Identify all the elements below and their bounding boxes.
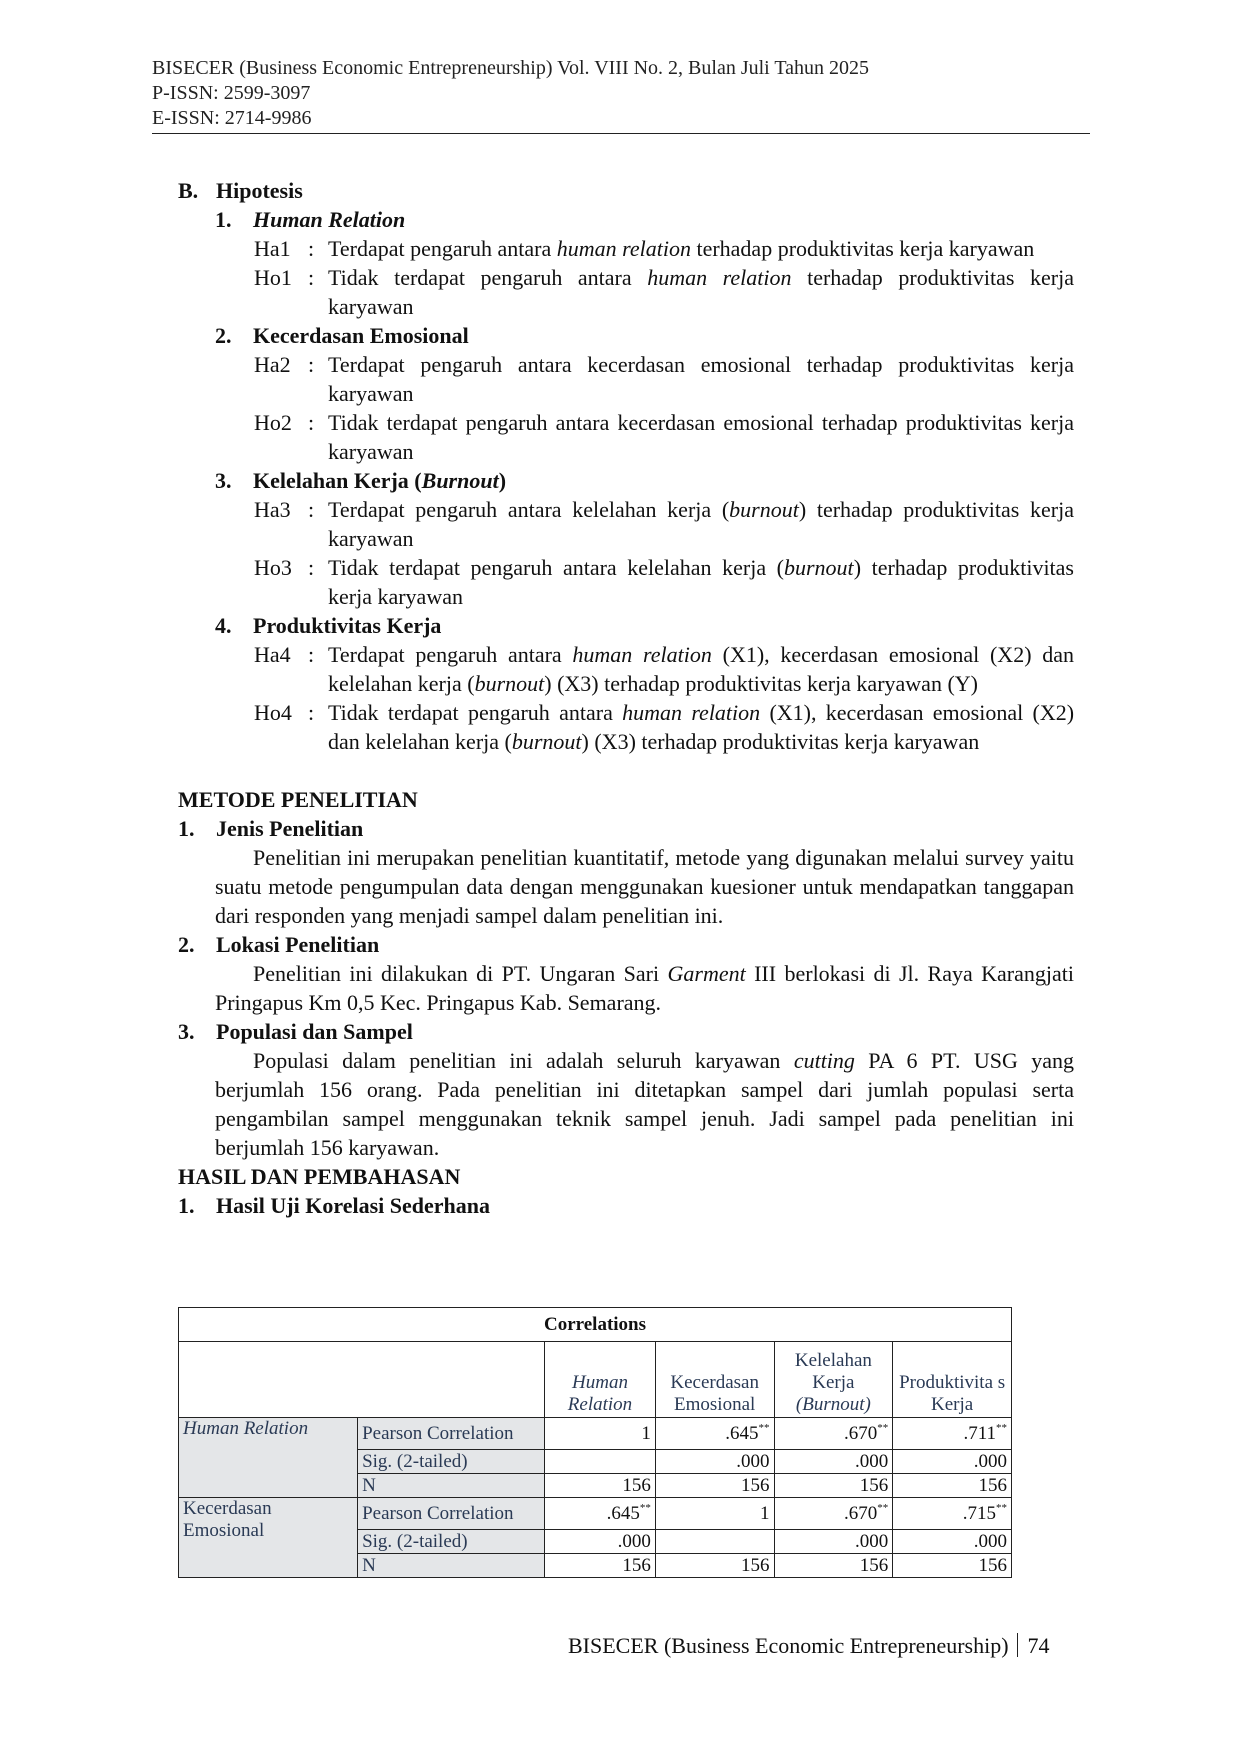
col-header-kecerdasan-emosional: Kecerdasan Emosional	[655, 1342, 774, 1418]
hypothesis-text: Terdapat pengaruh antara human relation (X1), kecerdasan emosional (X2) dan kelelahan kerja (burnout) (X3) terhadap produktivitas kerja karyawan (Y)	[328, 642, 1075, 696]
item-number: 3.	[215, 468, 232, 493]
hypothesis-ha4	[178, 640, 1074, 698]
item-title: Kecerdasan Emosional	[253, 323, 469, 348]
table-cell: 156	[655, 1554, 774, 1578]
table-row	[179, 1418, 1012, 1450]
item-number: 2.	[215, 323, 232, 348]
table-title: Correlations	[179, 1308, 1012, 1342]
hypothesis-ho4	[178, 698, 1074, 756]
colon: :	[308, 700, 315, 725]
table-cell: .000	[774, 1530, 893, 1554]
col-header-kelelahan-kerja: Kelelahan Kerja (Burnout)	[774, 1342, 893, 1418]
item-number: 3.	[178, 1019, 195, 1044]
item-title: Kelelahan Kerja (Burnout)	[253, 468, 507, 493]
hypothesis-text: Tidak terdapat pengaruh antara human relation terhadap produktivitas kerja karyawan	[328, 265, 1074, 319]
e-issn: E-ISSN: 2714-9986	[152, 107, 312, 129]
stat-label: Sig. (2-tailed)	[358, 1450, 545, 1474]
table-cell: 156	[545, 1554, 656, 1578]
main-content	[178, 176, 1074, 1220]
footer-divider	[1017, 1633, 1018, 1657]
table-cell: .715**	[893, 1498, 1012, 1530]
running-header	[152, 56, 1090, 134]
item-number: 1.	[215, 207, 232, 232]
item-title: Lokasi Penelitian	[216, 932, 380, 957]
section-hipotesis-heading	[178, 176, 1074, 205]
page-number: 74	[1027, 1633, 1050, 1658]
hypothesis-ha3	[178, 495, 1074, 553]
table-cell: .000	[893, 1530, 1012, 1554]
table-cell: .645**	[655, 1418, 774, 1450]
hipotesis-item-heading	[178, 321, 1074, 350]
item-title: Jenis Penelitian	[216, 816, 364, 841]
table-cell: 156	[893, 1554, 1012, 1578]
hasil-sub-heading	[178, 1191, 1074, 1220]
table-header-row	[179, 1342, 1012, 1418]
hypothesis-code: Ho1	[254, 265, 292, 290]
table-cell: 1	[545, 1418, 656, 1450]
journal-header-line: BISECER (Business Economic Entrepreneurship) Vol. VIII No. 2, Bulan Juli Tahun 2025	[152, 57, 870, 79]
metode-sub-heading	[178, 814, 1074, 843]
hypothesis-ho1	[178, 263, 1074, 321]
hypothesis-code: Ha4	[254, 642, 291, 667]
stat-label: Pearson Correlation	[358, 1418, 545, 1450]
table-cell	[655, 1530, 774, 1554]
item-number: 2.	[178, 932, 195, 957]
item-title: Produktivitas Kerja	[253, 613, 442, 638]
hypothesis-code: Ha3	[254, 497, 291, 522]
table-cell: .670**	[774, 1498, 893, 1530]
page-footer	[568, 1632, 1050, 1660]
table-cell: 156	[774, 1554, 893, 1578]
paragraph-lokasi: Penelitian ini dilakukan di PT. Ungaran Sari Garment III berlokasi di Jl. Raya Karangjati Pringapus Km 0,5 Kec. Pringapus Kab. Semarang.	[215, 961, 1074, 1015]
hypothesis-text: Tidak terdapat pengaruh antara kelelahan kerja (burnout) terhadap produktivitas kerja karyawan	[328, 555, 1074, 609]
col-header-human-relation: Human Relation	[545, 1342, 656, 1418]
hypothesis-ho3	[178, 553, 1074, 611]
colon: :	[308, 555, 315, 580]
hipotesis-item-heading	[178, 611, 1074, 640]
paragraph-jenis: Penelitian ini merupakan penelitian kuantitatif, metode yang digunakan melalui survey yaitu suatu metode pengumpulan data dengan menggunakan kuesioner untuk mendapatkan tanggapan dari responden yang menjadi sampel dalam penelitian ini.	[215, 845, 1074, 928]
hypothesis-text: Tidak terdapat pengaruh antara kecerdasan emosional terhadap produktivitas kerja karyawan	[328, 410, 1074, 464]
table-cell: .670**	[774, 1418, 893, 1450]
hypothesis-text: Terdapat pengaruh antara kelelahan kerja (burnout) terhadap produktivitas kerja karyawan	[328, 497, 1074, 551]
colon: :	[308, 265, 315, 290]
table-cell: 156	[545, 1474, 656, 1498]
hypothesis-code: Ha1	[254, 236, 291, 261]
hypothesis-ha1	[178, 234, 1074, 263]
table-cell: .711**	[893, 1418, 1012, 1450]
colon: :	[308, 352, 315, 377]
section-metode-heading: METODE PENELITIAN	[178, 787, 418, 812]
item-title: Populasi dan Sampel	[216, 1019, 413, 1044]
hypothesis-code: Ho2	[254, 410, 292, 435]
hypothesis-code: Ha2	[254, 352, 291, 377]
item-number: 4.	[215, 613, 232, 638]
hypothesis-text: Terdapat pengaruh antara human relation terhadap produktivitas kerja karyawan	[328, 236, 1035, 261]
section-label: B.	[178, 178, 199, 203]
colon: :	[308, 236, 315, 261]
hypothesis-text: Terdapat pengaruh antara kecerdasan emosional terhadap produktivitas kerja karyawan	[328, 352, 1074, 406]
footer-journal: BISECER (Business Economic Entrepreneurship)	[568, 1633, 1009, 1658]
colon: :	[308, 497, 315, 522]
item-number: 1.	[178, 816, 195, 841]
table-cell: 156	[655, 1474, 774, 1498]
correlations-table	[178, 1307, 1012, 1578]
section-title: Hipotesis	[216, 178, 303, 203]
row-variable-label: Kecerdasan Emosional	[179, 1498, 358, 1578]
metode-sub-heading	[178, 930, 1074, 959]
colon: :	[308, 410, 315, 435]
metode-sub-heading	[178, 1017, 1074, 1046]
table-cell: .000	[893, 1450, 1012, 1474]
hypothesis-ho2	[178, 408, 1074, 466]
item-title: Human Relation	[253, 207, 406, 232]
stat-label: Pearson Correlation	[358, 1498, 545, 1530]
table-cell: 156	[774, 1474, 893, 1498]
table-cell: .645**	[545, 1498, 656, 1530]
table-cell: 156	[893, 1474, 1012, 1498]
hypothesis-code: Ho3	[254, 555, 292, 580]
hipotesis-item-heading	[178, 466, 1074, 495]
hipotesis-item-heading	[178, 205, 1074, 234]
table-cell: .000	[655, 1450, 774, 1474]
stat-label: N	[358, 1474, 545, 1498]
hypothesis-text: Tidak terdapat pengaruh antara human relation (X1), kecerdasan emosional (X2) dan kelelahan kerja (burnout) (X3) terhadap produktivitas kerja karyawan	[328, 700, 1075, 754]
col-header-produktivitas-kerja: Produktivita s Kerja	[893, 1342, 1012, 1418]
stat-label: N	[358, 1554, 545, 1578]
item-title: Hasil Uji Korelasi Sederhana	[216, 1193, 490, 1218]
header-corner	[179, 1342, 545, 1418]
hypothesis-code: Ho4	[254, 700, 292, 725]
stat-label: Sig. (2-tailed)	[358, 1530, 545, 1554]
table-cell	[545, 1450, 656, 1474]
section-hasil-heading: HASIL DAN PEMBAHASAN	[178, 1164, 461, 1189]
hypothesis-ha2	[178, 350, 1074, 408]
table-cell: .000	[774, 1450, 893, 1474]
paragraph-populasi: Populasi dalam penelitian ini adalah seluruh karyawan cutting PA 6 PT. USG yang berjumlah 156 orang. Pada penelitian ini ditetapkan sampel dari jumlah populasi serta pengambilan sampel menggunakan teknik sampel jenuh. Jadi sampel pada penelitian ini berjumlah 156 karyawan.	[215, 1048, 1074, 1160]
row-variable-label: Human Relation	[179, 1418, 358, 1498]
table-cell: 1	[655, 1498, 774, 1530]
item-number: 1.	[178, 1193, 195, 1218]
spacer	[178, 756, 1074, 785]
table-cell: .000	[545, 1530, 656, 1554]
p-issn: P-ISSN: 2599-3097	[152, 82, 311, 104]
table-row	[179, 1498, 1012, 1530]
colon: :	[308, 642, 315, 667]
